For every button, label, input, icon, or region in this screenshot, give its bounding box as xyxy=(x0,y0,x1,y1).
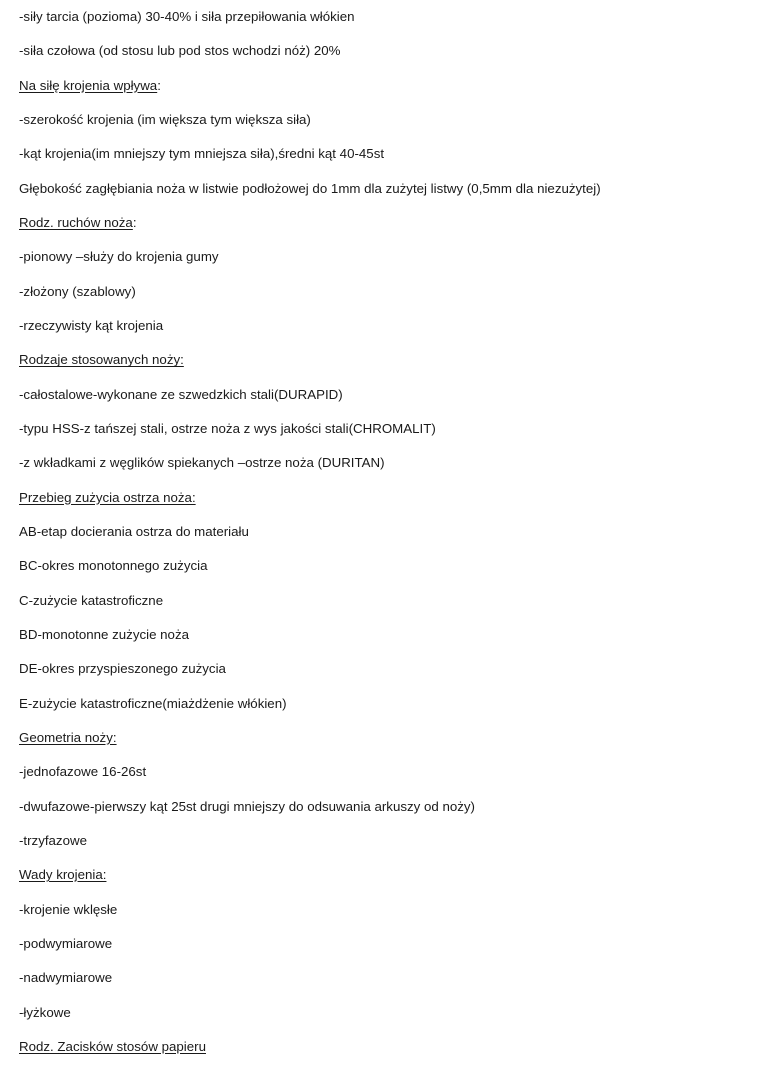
text-line-content: -szerokość krojenia (im większa tym większa siła) xyxy=(19,111,311,127)
section-heading-text: Na siłę krojenia wpływa xyxy=(19,77,158,93)
section-heading xyxy=(19,1038,750,1072)
text-line xyxy=(19,695,750,729)
text-line xyxy=(19,42,750,76)
section-heading xyxy=(19,866,750,900)
text-line-content: DE-okres przyspieszonego zużycia xyxy=(19,661,226,677)
text-line-content: -siła czołowa (od stosu lub pod stos wchodzi nóż) 20% xyxy=(19,43,341,59)
text-line-content: -jednofazowe 16-26st xyxy=(19,764,147,780)
text-line-content: E-zużycie katastroficzne(miażdżenie włókien) xyxy=(19,695,287,711)
section-heading-text: Geometria noży: xyxy=(19,729,117,745)
text-line-content: BD-monotonne zużycie noża xyxy=(19,626,189,642)
text-line-content: -złożony (szablowy) xyxy=(19,283,136,299)
section-heading-text: Rodz. ruchów noża xyxy=(19,214,133,230)
section-heading-text: Wady krojenia: xyxy=(19,867,107,883)
text-line xyxy=(19,420,750,454)
text-line-content: -pionowy –służy do krojenia gumy xyxy=(19,249,219,265)
text-line xyxy=(19,454,750,488)
text-line xyxy=(19,317,750,351)
text-line-content: -siły tarcia (pozioma) 30-40% i siła przepiłowania włókien xyxy=(19,9,355,24)
text-line xyxy=(19,386,750,420)
section-heading xyxy=(19,351,750,385)
text-line xyxy=(19,557,750,591)
text-line xyxy=(19,592,750,626)
text-line xyxy=(19,523,750,557)
section-heading xyxy=(19,77,750,111)
text-line xyxy=(19,935,750,969)
text-line-content: BC-okres monotonnego zużycia xyxy=(19,558,208,574)
section-heading-text: Rodzaje stosowanych noży: xyxy=(19,352,184,368)
text-line-content: -typu HSS-z tańszej stali, ostrze noża z wys jakości stali(CHROMALIT) xyxy=(19,420,436,436)
text-line xyxy=(19,111,750,145)
text-line-content: -trzyfazowe xyxy=(19,832,87,848)
text-line xyxy=(19,969,750,1003)
text-line xyxy=(19,660,750,694)
text-line xyxy=(19,901,750,935)
text-line xyxy=(19,248,750,282)
section-heading xyxy=(19,214,750,248)
section-heading-suffix: : xyxy=(157,77,161,93)
text-line-content: AB-etap docierania ostrza do materiału xyxy=(19,523,249,539)
text-line xyxy=(19,8,750,42)
text-line-content: -z wkładkami z węglików spiekanych –ostrze noża (DURITAN) xyxy=(19,455,385,471)
section-heading xyxy=(19,489,750,523)
document-text-lines xyxy=(19,8,750,1072)
text-line xyxy=(19,626,750,660)
text-line xyxy=(19,283,750,317)
text-line-content: -całostalowe-wykonane ze szwedzkich stali(DURAPID) xyxy=(19,386,343,402)
text-line-content: -łyżkowe xyxy=(19,1004,71,1020)
text-line xyxy=(19,763,750,797)
text-line xyxy=(19,180,750,214)
text-line-content: -podwymiarowe xyxy=(19,935,113,951)
text-line-content: -dwufazowe-pierwszy kąt 25st drugi mniejszy do odsuwania arkuszy od noży) xyxy=(19,798,475,814)
text-line-content: -kąt krojenia(im mniejszy tym mniejsza siła),średni kąt 40-45st xyxy=(19,146,385,162)
text-line-content: -krojenie wklęsłe xyxy=(19,901,118,917)
text-line-content: C-zużycie katastroficzne xyxy=(19,592,164,608)
section-heading-text: Rodz. Zacisków stosów papieru xyxy=(19,1038,206,1054)
text-line-content: -rzeczywisty kąt krojenia xyxy=(19,317,164,333)
section-heading-suffix: : xyxy=(132,214,137,230)
text-line xyxy=(19,1004,750,1038)
text-line-content: Głębokość zagłębiania noża w listwie podłożowej do 1mm dla zużytej listwy (0,5mm dla niezużytej) xyxy=(19,180,601,196)
text-line-content: -nadwymiarowe xyxy=(19,970,113,986)
text-line xyxy=(19,832,750,866)
text-line xyxy=(19,798,750,832)
section-heading xyxy=(19,729,750,763)
section-heading-text: Przebieg zużycia ostrza noża: xyxy=(19,489,196,505)
text-line xyxy=(19,145,750,179)
